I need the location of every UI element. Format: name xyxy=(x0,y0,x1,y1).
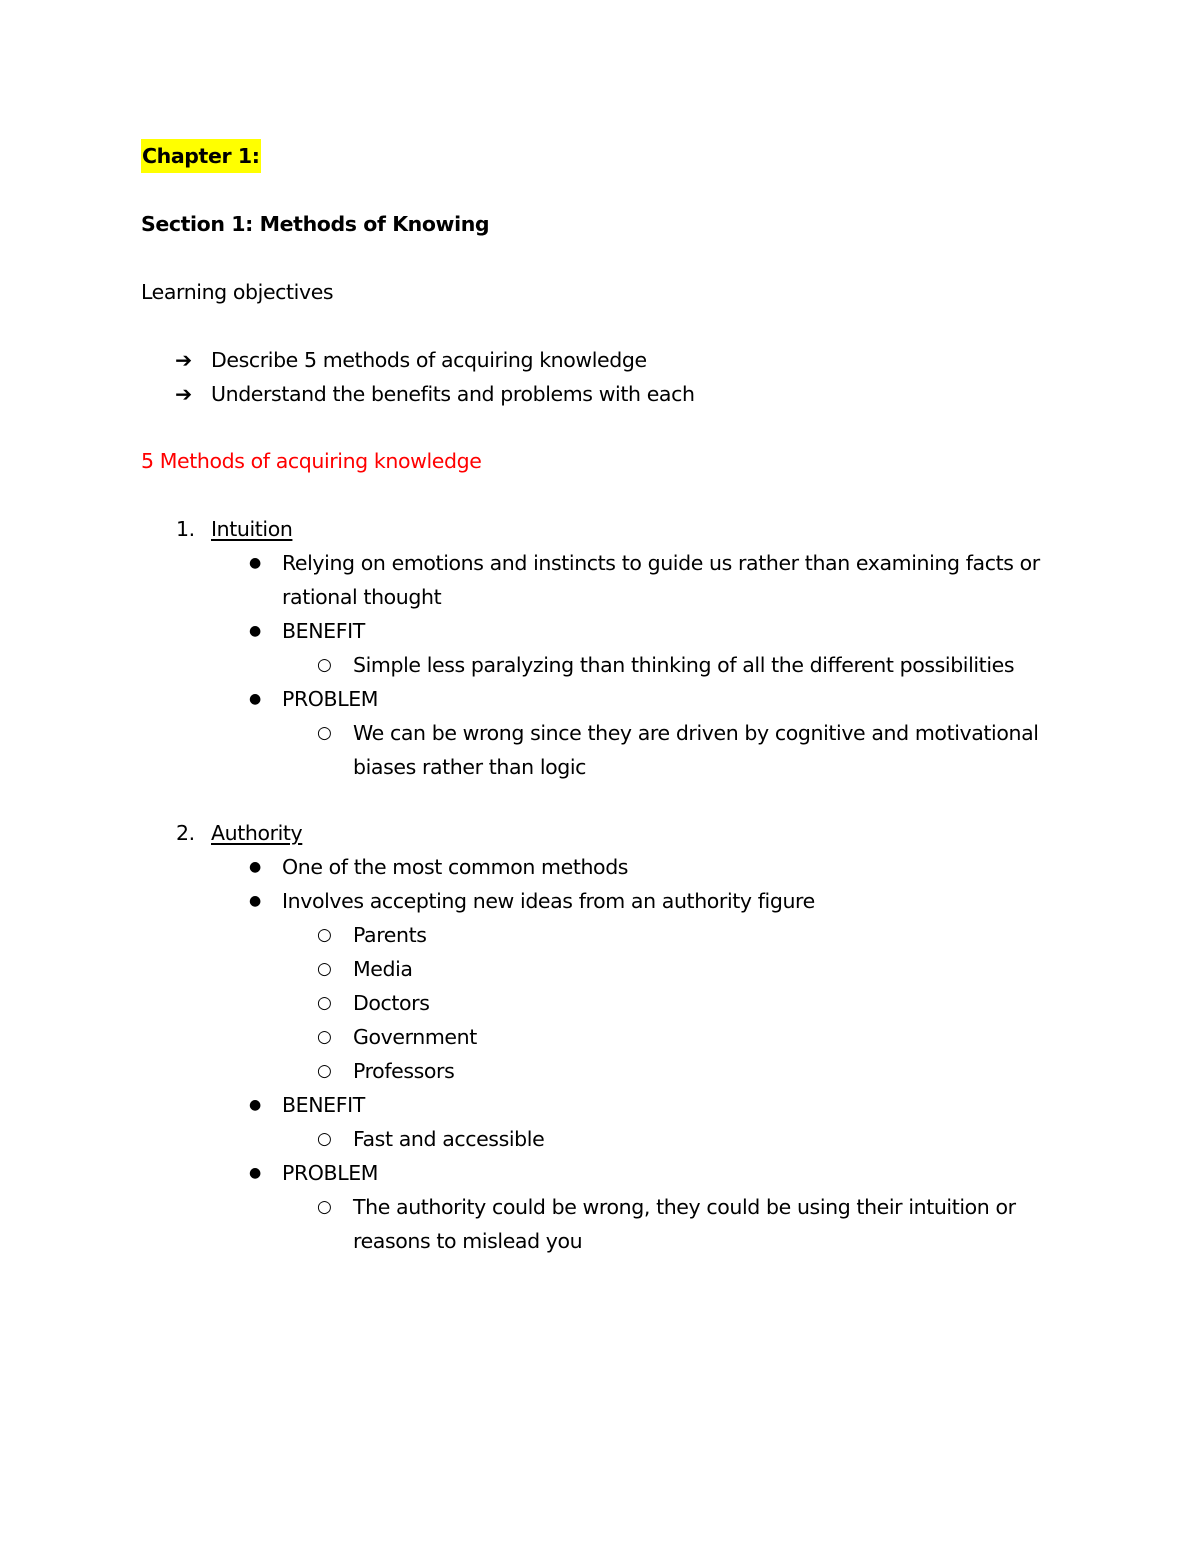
method-intuition xyxy=(141,512,1061,784)
authority-example: Professors xyxy=(353,1059,455,1083)
bullet-icon: ● xyxy=(249,555,261,571)
bullet-icon: ● xyxy=(249,691,261,707)
bullet-icon: ● xyxy=(249,1165,261,1181)
method-number: 1. xyxy=(176,517,195,541)
list-item xyxy=(141,614,1062,648)
list-item xyxy=(141,952,1053,986)
list-item xyxy=(141,1054,1053,1088)
authority-example: Media xyxy=(353,957,413,981)
list-item xyxy=(141,682,1062,716)
circle-bullet-icon: ○ xyxy=(317,1027,332,1047)
problem-text: The authority could be wrong, they could be using their intuition or reasons to mislead you xyxy=(353,1195,1016,1253)
objective-item xyxy=(141,343,695,377)
list-item xyxy=(141,918,1053,952)
list-item xyxy=(141,1088,1062,1122)
method-authority xyxy=(141,816,1061,1258)
circle-bullet-icon: ○ xyxy=(317,993,332,1013)
list-item xyxy=(141,884,1062,918)
objective-item xyxy=(141,377,695,411)
method-title: Authority xyxy=(211,821,303,845)
benefit-label: BENEFIT xyxy=(282,1093,365,1117)
circle-bullet-icon: ○ xyxy=(317,1197,332,1217)
objective-text: Understand the benefits and problems with each xyxy=(211,382,695,406)
circle-bullet-icon: ○ xyxy=(317,655,332,675)
section-title: Section 1: Methods of Knowing xyxy=(141,212,490,236)
list-item xyxy=(141,850,1062,884)
chapter-title: Chapter 1: xyxy=(141,139,261,173)
method-title-row xyxy=(141,512,1061,546)
method-definition: Relying on emotions and instincts to guide us rather than examining facts or rational thought xyxy=(282,551,1040,609)
list-item xyxy=(141,1020,1053,1054)
list-item xyxy=(141,716,1053,784)
bullet-icon: ● xyxy=(249,623,261,639)
learning-objectives-label: Learning objectives xyxy=(141,280,334,304)
learning-objectives-list xyxy=(141,343,695,411)
method-point: One of the most common methods xyxy=(282,855,629,879)
list-item xyxy=(141,986,1053,1020)
bullet-icon: ● xyxy=(249,859,261,875)
circle-bullet-icon: ○ xyxy=(317,959,332,979)
circle-bullet-icon: ○ xyxy=(317,925,332,945)
bullet-icon: ● xyxy=(249,1097,261,1113)
circle-bullet-icon: ○ xyxy=(317,1061,332,1081)
arrow-icon: ➔ xyxy=(175,382,192,406)
benefit-text: Simple less paralyzing than thinking of all the different possibilities xyxy=(353,653,1015,677)
list-item xyxy=(141,1122,1053,1156)
problem-label: PROBLEM xyxy=(282,687,379,711)
circle-bullet-icon: ○ xyxy=(317,1129,332,1149)
method-point: Involves accepting new ideas from an authority figure xyxy=(282,889,815,913)
list-item xyxy=(141,546,1062,614)
problem-text: We can be wrong since they are driven by cognitive and motivational biases rather than logic xyxy=(353,721,1039,779)
authority-example: Government xyxy=(353,1025,477,1049)
bullet-icon: ● xyxy=(249,893,261,909)
list-item xyxy=(141,648,1053,682)
benefit-label: BENEFIT xyxy=(282,619,365,643)
authority-example: Doctors xyxy=(353,991,430,1015)
list-item xyxy=(141,1190,1053,1258)
methods-heading: 5 Methods of acquiring knowledge xyxy=(141,449,482,473)
method-title-row xyxy=(141,816,1061,850)
method-title: Intuition xyxy=(211,517,293,541)
circle-bullet-icon: ○ xyxy=(317,723,332,743)
problem-label: PROBLEM xyxy=(282,1161,379,1185)
method-number: 2. xyxy=(176,821,195,845)
list-item xyxy=(141,1156,1062,1190)
arrow-icon: ➔ xyxy=(175,348,192,372)
authority-example: Parents xyxy=(353,923,427,947)
objective-text: Describe 5 methods of acquiring knowledge xyxy=(211,348,647,372)
benefit-text: Fast and accessible xyxy=(353,1127,545,1151)
